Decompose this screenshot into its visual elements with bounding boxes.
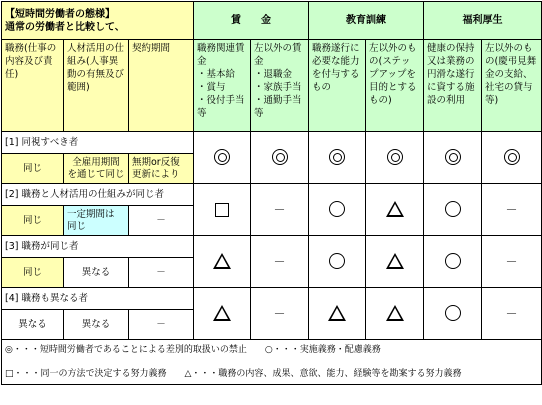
header-title-line1: 【短時間労働者の態様】 <box>5 8 115 20</box>
circle-icon <box>445 201 461 217</box>
condition-header-contract-period: 契約期間 <box>129 40 194 132</box>
group-header-wages: 賃 金 <box>194 2 309 40</box>
symbol-cell <box>309 236 366 288</box>
group-header-welfare: 福利厚生 <box>424 2 542 40</box>
condition-contract-value: － <box>129 258 194 288</box>
treatment-comparison-table <box>1 1 542 385</box>
symbol-cell <box>194 236 251 288</box>
legend-square: □・・・同一の方法で決定する努力義務 <box>5 369 167 379</box>
symbol-cell <box>424 288 482 340</box>
symbol-cell <box>366 132 424 184</box>
legend-circle: ○・・・実施義務・配慮義務 <box>264 345 381 355</box>
condition-personnel-value: 全雇用期間 を通じて同じ <box>64 154 129 184</box>
legend-row-2 <box>5 368 538 380</box>
condition-duties-value: 同じ <box>2 154 64 184</box>
triangle-icon <box>213 253 231 269</box>
section-title: [1] 同視すべき者 <box>2 132 194 154</box>
symbol-cell <box>366 288 424 340</box>
condition-duties-value: 異なる <box>2 310 64 340</box>
treatment-header-facilities: 健康の保持又は業務の円滑な遂行に資する施設の利用 <box>424 40 482 132</box>
triangle-icon <box>328 305 346 321</box>
symbol-cell <box>194 184 251 236</box>
symbol-cell <box>424 236 482 288</box>
condition-duties-value: 同じ <box>2 258 64 288</box>
section-title: [3] 職務が同じ者 <box>2 236 194 258</box>
condition-header-personnel-system: 人材活用の仕組み(人事異動の有無及び範囲) <box>64 40 129 132</box>
symbol-cell <box>424 184 482 236</box>
treatment-header-other-training: 左以外のもの(ステップアップを目的とするもの) <box>366 40 424 132</box>
legend-row-1 <box>5 344 538 356</box>
symbol-cell <box>309 184 366 236</box>
section-title: [4] 職務も異なる者 <box>2 288 194 310</box>
treatment-header-other-welfare: 左以外のもの(慶弔見舞金の支給、社宅の貸与等) <box>482 40 542 132</box>
triangle-icon <box>213 305 231 321</box>
triangle-icon <box>386 305 404 321</box>
dash-cell: － <box>482 236 542 288</box>
dash-cell: － <box>482 184 542 236</box>
header-title-cell <box>2 2 194 40</box>
double-circle-icon <box>329 149 345 165</box>
double-circle-icon <box>504 149 520 165</box>
treatment-header-duty-wages: 職務関連賃金 ・基本給 ・賞与 ・役付手当等 <box>194 40 251 132</box>
condition-personnel-value: 一定期間は 同じ <box>64 206 129 236</box>
treatment-header-other-wages: 左以外の賃金 ・退職金 ・家族手当 ・通勤手当等 <box>251 40 309 132</box>
circle-icon <box>445 305 461 321</box>
dash-cell: － <box>251 288 309 340</box>
symbol-cell <box>366 236 424 288</box>
condition-personnel-value: 異なる <box>64 310 129 340</box>
dash-cell: － <box>482 288 542 340</box>
square-icon <box>215 203 229 217</box>
condition-contract-value: － <box>129 310 194 340</box>
condition-contract-value: 無期or反復 更新により <box>129 154 194 184</box>
double-circle-icon <box>445 149 461 165</box>
dash-cell: － <box>251 184 309 236</box>
double-circle-icon <box>387 149 403 165</box>
symbol-cell <box>424 132 482 184</box>
legend <box>2 340 542 385</box>
group-header-training: 教育訓練 <box>309 2 424 40</box>
circle-icon <box>445 253 461 269</box>
symbol-cell <box>194 288 251 340</box>
dash-cell: － <box>251 236 309 288</box>
symbol-cell <box>309 132 366 184</box>
legend-double-circle: ◎・・・短時間労働者であることによる差別的取扱いの禁止 <box>5 345 247 355</box>
symbol-cell <box>309 288 366 340</box>
treatment-comparison-table-wrapper <box>1 1 541 385</box>
treatment-header-duty-training: 職務遂行に必要な能力を付与するもの <box>309 40 366 132</box>
condition-contract-value: － <box>129 206 194 236</box>
triangle-icon <box>386 253 404 269</box>
legend-triangle: △・・・職務の内容、成果、意欲、能力、経験等を勘案する努力義務 <box>184 369 462 379</box>
triangle-icon <box>386 201 404 217</box>
condition-duties-value: 同じ <box>2 206 64 236</box>
header-title-line2: 通常の労働者と比較して、 <box>5 21 125 33</box>
condition-header-duties: 職務(仕事の内容及び責任) <box>2 40 64 132</box>
symbol-cell <box>194 132 251 184</box>
double-circle-icon <box>214 149 230 165</box>
section-title: [2] 職務と人材活用の仕組みが同じ者 <box>2 184 194 206</box>
symbol-cell <box>366 184 424 236</box>
condition-personnel-value: 異なる <box>64 258 129 288</box>
circle-icon <box>329 201 345 217</box>
double-circle-icon <box>272 149 288 165</box>
circle-icon <box>329 253 345 269</box>
symbol-cell <box>482 132 542 184</box>
symbol-cell <box>251 132 309 184</box>
